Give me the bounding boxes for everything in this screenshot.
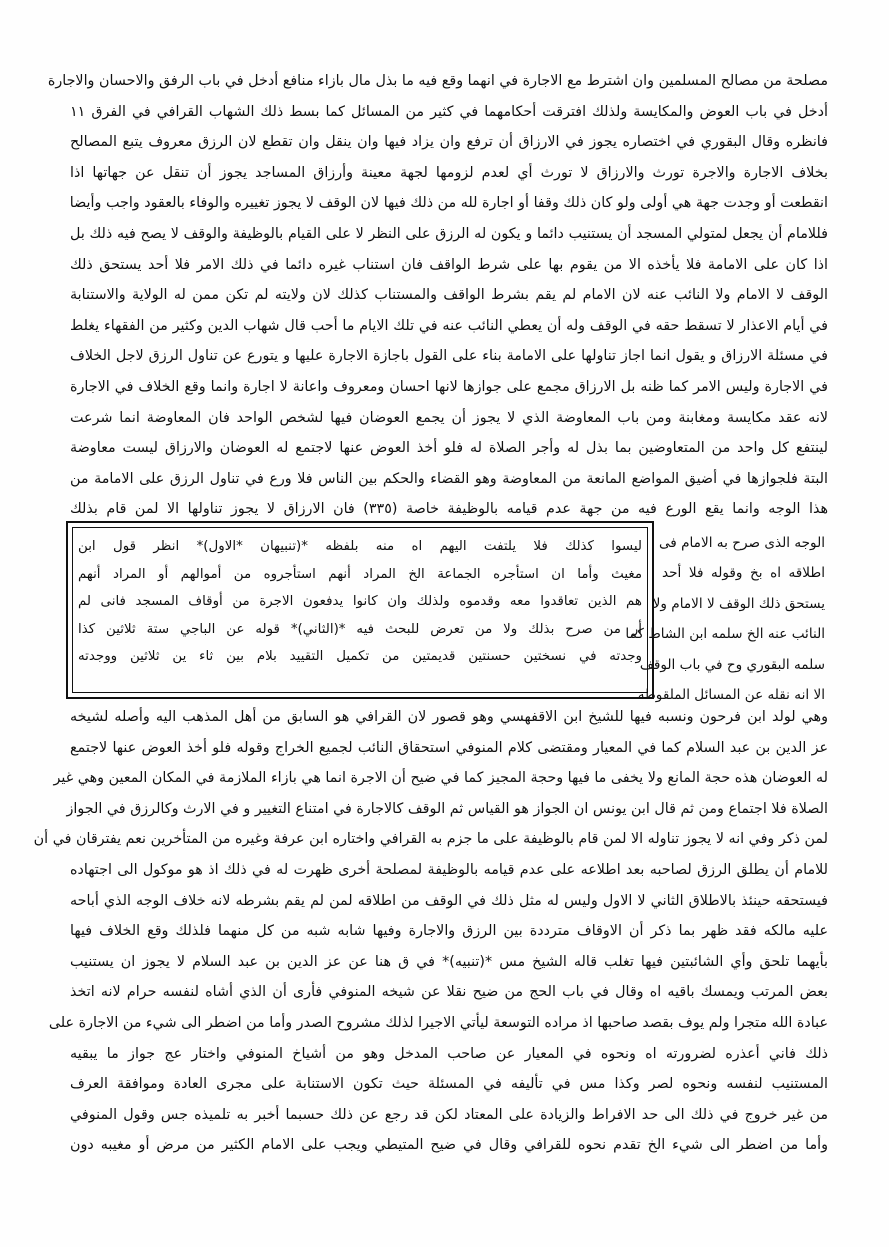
text-line: بعض المرتب ويمسك باقيه اه وقال في باب الحج من ضيح نقلا عن شيخه المنوفي فأرى أن الذي أشاه لنفسه حرام لانه اتخذ	[70, 984, 828, 1001]
text-line: يستحق ذلك الوقف لا الامام ولا	[652, 595, 825, 612]
text-line: انقطعت أو وجدت جهة هي أولى ولو كان ذلك وقفا أو اجارة لله من ذلك فيها لان الوقف لا يجوز تغييره والوفاء بالعقود واجب وأيضا	[69, 195, 828, 212]
text-line: اذا كان على الامامة فلا يأخذه الا من يقوم بها على شرط الواقف فان استناب غيره دائما في ذلك الامر فلا أحد يستحق ذلك	[70, 256, 828, 273]
line-part-before: هذا الوجه وانما يقع الورع فيه من جهة عدم قيامه بالوظيفة خاصة	[397, 501, 828, 518]
text-line: للامام أن يطلق الرزق لصاحبه بعد اطلاعه على عدم قيامه بالوظيفة لمصلحة أخرى ظهرت له في ذلك اذ هو موكول الى اجتهاده	[70, 861, 828, 878]
text-line: فانظره وقال البقوري في اختصاره يجوز في الارزاق أن ترفع وان يزاد فيها وان ينقل وان تقطع لان الرزق معروف يتبع المصالح	[70, 134, 828, 151]
text-line: المستنيب لنفسه ونحوه لصر وكذا مس في تأليفه في المسئلة حيث تكون الاستنابة على مجرى العادة وموافقة العرف	[70, 1076, 828, 1093]
line-part-after: فان الارزاق لا يجوز تناولها الا لمن قام بذلك	[70, 501, 355, 518]
text-line: له العوضان هذه حجة المانع ولا يخفى ما فيها وحجة المجيز كما في ضيح أن الاجرة انما هي بازاء الملازمة في المكان المعين وهي غير	[53, 770, 828, 787]
text-line: من غير خروج في ذلك الى حد الافراط والزيادة على المعتاد لكن قد رجع عن ذلك حسبما أخبر به تلميذه جس وقول المنوفي	[70, 1106, 828, 1123]
text-line: ليسوا كذلك فلا يلتفت اليهم اه منه بلفظه *(تنبيهان *الاول)* انظر قول ابن	[78, 539, 642, 554]
text-line: مغيث وأما ان استأجره الجماعة الخ المراد أنهم استأجروه من أموالهم أو المراد أنهم	[78, 566, 642, 582]
text-line: هم الذين تعاقدوا معه وقدموه ولذلك وان كانوا يدفعون الاجرة من أوقاف المسجد فانى لم	[78, 594, 642, 610]
text-line: أدخل في باب العوض والمكايسة ولذلك افترقت أحكامهما في كثير من المسائل كما بسط ذلك الشهاب القرافي في الفرق ١١	[70, 103, 828, 120]
text-line: عليه مالكه فقد ظهر بما ذكر أن الاوقاف مترددة بين الرزق والاجارة وفيها شابه شبه من كل منهما فلذلك وقع الخلاف فيها	[70, 923, 828, 940]
text-line: وجدته في نسختين حسنتين قديمتين من تكميل التقييد بلام بين ثاء ين ثلاثين ووجدته	[78, 649, 642, 665]
text-line: لمن ذكر وفي انه لا يجوز تناوله الا لمن قام بالوظيفة على ما جزم به القرافي واختاره ابن عرفة وغيره من المتأخرين نعم يفترقان في أن	[33, 831, 828, 848]
text-line: أر من صرح بذلك ولا من تعرض للبحث فيه *(الثاني)* قوله عن الباجي ستة ثلاثين كذا	[78, 621, 642, 637]
text-line: الا انه نقله عن المسائل الملقوطة	[637, 686, 825, 703]
margin-commentary-column	[625, 528, 825, 710]
text-line: اطلاقه اه بخ وقوله فلا أحد	[662, 565, 825, 582]
text-line: لينتفع كل واحد من المتعاوضين بما بذل له وأجر الصلاة له فلو أخذ العوض عنها لاجتمع له العوضان والارزاق ليست معاوضة	[70, 440, 828, 457]
text-line: الوجه الذى صرح به الامام فى	[658, 535, 825, 551]
text-line: ذلك فاني أعذره لضرورته اه ونحوه في المعيار عن صاحب المدخل وهو من أشياخ المنوفي واختار عج جواز ما يبقيه	[70, 1045, 828, 1062]
text-line: في أيام الاعذار لا تسقط حقه في الوقف وله أن يعطي النائب عنه في تلك الايام ما أحب قال شهاب الدين وكثير من الفقهاء يغلط	[70, 317, 828, 334]
text-line: عز الدين بن عبد السلام كما في المعيار ومقتضى كلام المنوفي استحقاق النائب لجميع الخراج وقوله فلو أخذ العوض عنها لاجتمع	[70, 739, 828, 756]
text-line: الصلاة فلا اجتماع ومن ثم قال ابن يونس ان الجواز هو القياس ثم الوقف كالاجارة في امتناع التغيير و في الارث وكالرزق في الجواز	[66, 800, 828, 817]
text-line: عبادة الله متجرا ولم يوف بقصد صاحبها اذ مراده التوسعة ليأتي الاجيرا لذلك مشروح الصدر وأما من اضطر الى شيء من الاجارة على	[48, 1014, 828, 1031]
text-line: بخلاف الاجارة والاجرة تورث والارزاق لا تورث أي لعدم لزومها لجهة معينة وأرزاق المساجد يجوز أن تنقل عن جهاتها اذا	[70, 164, 828, 181]
text-line: وهي لولد ابن فرحون ونسبه فيها للشيخ ابن الاقفهسي وهو قصور لان القرافي هو السابق من أهل المذهب اليه وأصله لشيخه	[70, 709, 828, 725]
text-line: وأما من اضطر الى شيء الخ تقدم نحوه للقرافي وقال في ضيح المتيطي ويجب على الامام الكثير من مرض أو مغيبه دون	[70, 1137, 828, 1154]
text-line: البتة فلجوازها في أضيق المواضع المانعة من المعاوضة وهو القضاء والحكم بين الناس فلا ورع في تناول الرزق على الامامة من	[70, 470, 828, 487]
note-text	[78, 533, 642, 671]
text-line: الوقف لا الامام ولا النائب عنه لان الامام لم يقم بشرط الواقف والمستناب كذلك لان ولايته لم تكن ممن له الولاية والاستنابة	[70, 287, 828, 304]
text-line: في مسئلة الارزاق و يقول انما اجاز تناولها على الامامة بناء على القول باجازة الاجارة عليها و يتورع عن تناول الرزق لاجل الخلاف	[70, 348, 828, 365]
page-number: (٣٣٥)	[363, 501, 398, 518]
text-line: لانه عقد مكايسة ومغابنة ومن باب المعاوضة الذي لا يجوز أن يجمع العوضان فيها لشخص الواحد فان المعاوضة انما شرعت	[70, 409, 828, 426]
text-line: مصلحة من مصالح المسلمين وان اشترط مع الاجارة في انهما وقع فيه ما بذل مال بازاء منافع أدخل في باب الرفق والاحسان والاجارة	[47, 73, 828, 89]
text-line: بأيهما تلحق وأي الشائبتين فيها تغلب قاله الشيخ مس *(تنبيه)* في ق هنا عن عز الدين بن عبد السلام لا يجوز ان يستنيب	[70, 953, 828, 970]
text-line: فللامام أن يجعل لمتولي المسجد أن يستنيب دائما و يكون له الرزق على النظر لا على القيام بالوظيفة والوقف لا يصح فيه ذلك بل	[70, 225, 828, 242]
text-line: سلمه البقوري وح في باب الوقف	[639, 656, 825, 673]
framed-note-box	[66, 521, 654, 699]
text-line: فيستحقه حينئذ بالاطلاق الثاني لا الاول وليس له مثل ذلك في الوقف من اطلاقه لمن لم يقم بشرطه لانه خلاف الوجه الذي أباحه	[70, 892, 828, 909]
main-text-bottom	[33, 702, 828, 1161]
main-text-top	[47, 66, 828, 525]
text-line: النائب عنه الخ سلمه ابن الشاط كما	[625, 626, 825, 643]
text-line: في الاجارة وليس الامر كما ظنه بل الارزاق مجمع على جوازها لانها احسان ومعروف واعانة لا اجارة وانما وقع الخلاف في الاجارة	[70, 378, 828, 395]
